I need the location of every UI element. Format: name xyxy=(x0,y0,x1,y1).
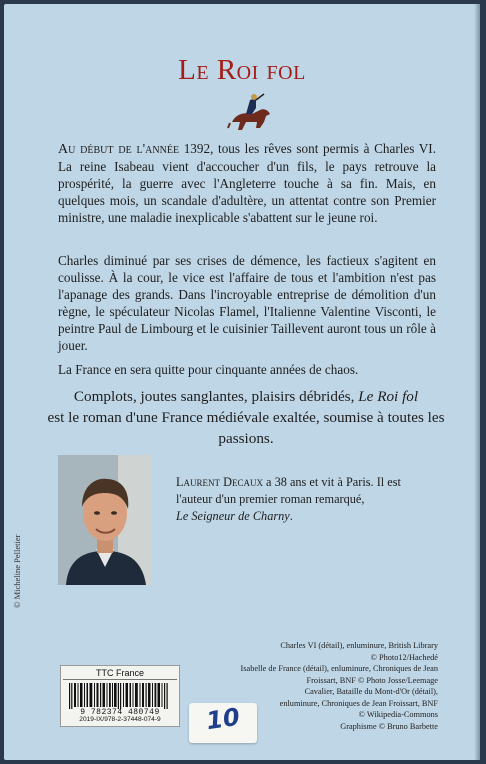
credit-line: Charles VI (détail), enluminure, British Library xyxy=(280,641,438,650)
paragraph-lead-smallcaps: Au début de l'année xyxy=(58,142,180,157)
credit-line: © Photo12/Hachedé xyxy=(370,652,438,662)
author-bio xyxy=(176,474,438,525)
handwritten-price: 10 xyxy=(204,702,242,736)
tagline-end: est le roman d'une France médiévale exaltée, soumise à toutes les passions. xyxy=(47,409,445,447)
knight-horse-emblem-icon xyxy=(226,92,274,136)
book-title: Le Roi fol xyxy=(178,54,306,86)
credit-line: © Wikipedia-Commons xyxy=(358,710,438,719)
author-bio-text: a 38 ans et vit à Paris. Il est l'auteur d'un premier roman remarqué, xyxy=(176,475,401,506)
synopsis-paragraph-3: La France en sera quitte pour cinquante années de chaos. xyxy=(58,362,359,377)
credit-line: Cavalier, Bataille du Mont-d'Or (détail), xyxy=(304,687,438,696)
author-photo xyxy=(58,455,152,585)
paragraph-text: 1392, tous les rêves sont permis à Charles VI. La reine Isabeau vient d'accoucher d'un fils, le pays retrouve la prospérité, la guerre avec l'Angleterre touche à sa fin. Mais, en quelques mois, un scandale d'adultère, un attentat contre son Premier ministre, une maladie inexplicable s'abattent sur le jeune roi. xyxy=(58,141,436,225)
price-sticker xyxy=(189,703,257,743)
credit-line: enluminure, Chroniques de Jean Froissart, BNF xyxy=(279,698,438,708)
tagline-start: Complots, joutes sanglantes, plaisirs débridés, xyxy=(73,388,355,405)
cover-edge-shadow xyxy=(474,4,480,760)
barcode-bars-icon xyxy=(69,683,169,709)
author-bio-end: . xyxy=(289,509,293,523)
synopsis-paragraph-1 xyxy=(58,140,436,226)
first-novel-title: Le Seigneur de Charny xyxy=(176,509,290,523)
author-portrait xyxy=(58,455,152,585)
credit-line: Isabelle de France (détail), enluminure, Chroniques de Jean xyxy=(240,664,438,673)
tagline-title: Le Roi fol xyxy=(358,388,419,405)
author-name: Laurent Decaux xyxy=(176,475,263,489)
barcode-sticker xyxy=(60,665,180,727)
tagline xyxy=(44,386,448,449)
book-back-cover xyxy=(4,4,480,760)
synopsis-paragraph-2: Charles diminué par ses crises de démence, les factieux s'agitent en coulisse. À la cour, le vice est l'affaire de tous et l'ambition n'est pas l'apanage des grands. Dans l'incroyable entreprise de démolition d'un règne, le spéculateur Nicolas Flamel, l'Italienne Valentine Visconti, le peintre Paul de Limbourg et le cuisinier Taillevent auront tous un rôle à jouer. xyxy=(58,253,436,353)
credit-line: Graphisme © Bruno Barbette xyxy=(340,721,438,731)
price-label: TTC France xyxy=(63,667,177,680)
isbn-line: 2019-IX/978-2-37448-074-9 xyxy=(79,716,161,723)
ean-number: 9 782374 480749 xyxy=(80,708,160,717)
credit-line: Froissart, BNF © Photo Josse/Leemage xyxy=(306,675,438,685)
photo-credit: © Micheline Pelletier xyxy=(12,534,22,608)
